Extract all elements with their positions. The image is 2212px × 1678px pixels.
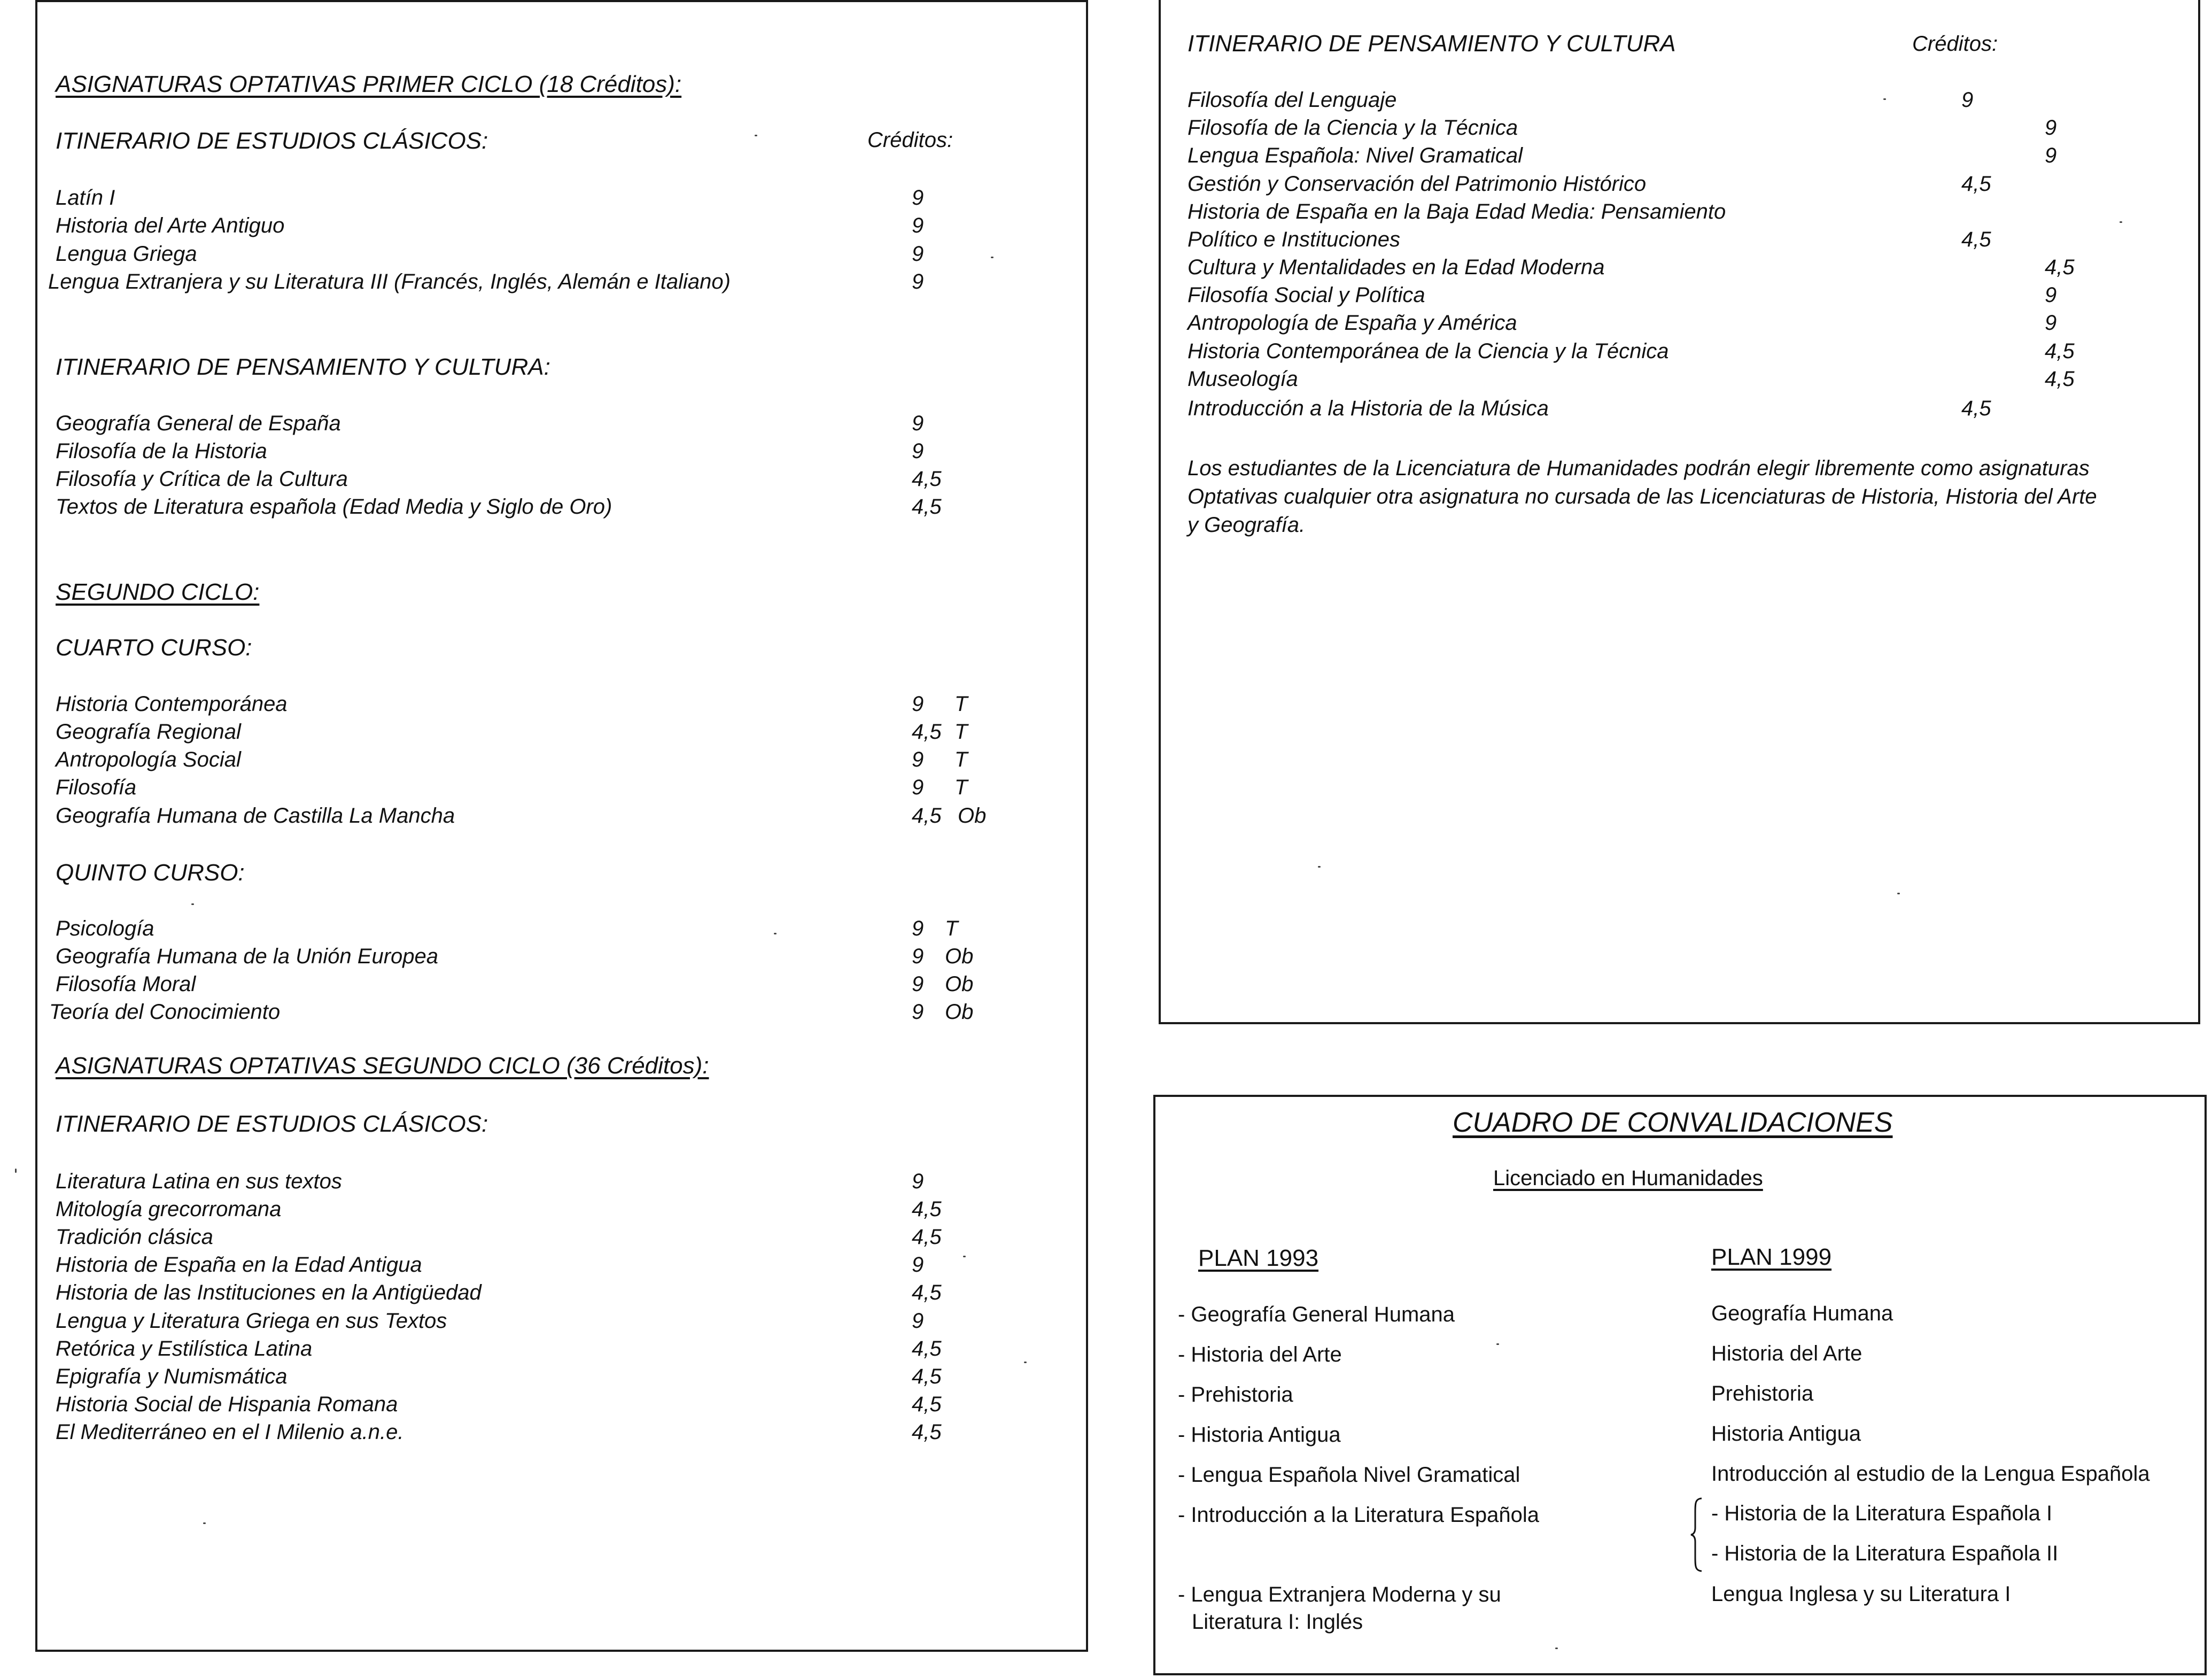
plan-1993-label: PLAN 1993 [1198, 1245, 1319, 1271]
plan-1999-item: Historia Antigua [1711, 1422, 1861, 1445]
list-item: Geografía Humana de la Unión Europea [56, 945, 439, 968]
list-item: Filosofía Moral [56, 972, 196, 996]
scan-speck [1318, 866, 1321, 868]
creditos-label: Créditos: [1912, 32, 1998, 56]
list-item: Historia Social de Hispania Romana [56, 1393, 398, 1416]
humanidades-note: Los estudiantes de la Licenciatura de Humanidades podrán elegir libremente como asignaturas Optativas cualquier otra asignatura no cursada de las Licenciaturas de Historia, Historia del Arte y Geografía. [1188, 457, 2097, 537]
type-value: Ob [958, 804, 987, 828]
creditos-label: Créditos: [867, 128, 953, 152]
credit-value: 9 [912, 270, 924, 293]
scan-speck [2120, 221, 2122, 223]
credit-value: 9 [912, 439, 924, 463]
type-value: T [954, 720, 968, 744]
scan-speck [1897, 893, 1900, 894]
plan-1993-item: - Lengua Española Nivel Gramatical [1178, 1463, 1520, 1487]
credit-value: 9 [912, 776, 924, 799]
credit-value: 9 [2045, 311, 2057, 335]
credit-value: 9 [912, 917, 924, 940]
credit-value: 9 [912, 972, 924, 996]
plan-1999-item: - Historia de la Literatura Española II [1711, 1542, 2059, 1565]
optativas-segundo-title: ASIGNATURAS OPTATIVAS SEGUNDO CICLO (36 Créditos): [56, 1053, 709, 1079]
type-value: Ob [945, 972, 974, 996]
plan-1993-item: - Historia Antigua [1178, 1423, 1341, 1447]
credit-value: 4,5 [912, 1420, 942, 1444]
quinto-curso-heading: QUINTO CURSO: [56, 860, 245, 886]
plan-1999-item: Lengua Inglesa y su Literatura I [1711, 1582, 2011, 1606]
scan-speck [1496, 1343, 1499, 1345]
credit-value: 4,5 [1961, 172, 1991, 196]
list-item: Retórica y Estilística Latina [56, 1337, 313, 1360]
credit-value: 4,5 [912, 1197, 942, 1221]
credit-value: 4,5 [912, 1281, 942, 1304]
credit-value: 4,5 [2045, 339, 2075, 363]
list-item: Filosofía de la Historia [56, 439, 267, 463]
list-item: Cultura y Mentalidades en la Edad Moderna [1188, 256, 1605, 279]
curly-brace-icon [1690, 1497, 1704, 1573]
credit-value: 9 [912, 1253, 924, 1277]
convalidaciones-title: CUADRO DE CONVALIDACIONES [1453, 1107, 1893, 1138]
plan-1999-item: Prehistoria [1711, 1382, 1814, 1405]
credit-value: 9 [912, 412, 924, 435]
credit-value: 9 [912, 945, 924, 968]
scan-speck [991, 257, 994, 258]
scan-speck [1555, 1648, 1558, 1649]
type-value: T [954, 776, 968, 799]
credit-value: 9 [2045, 283, 2057, 307]
credit-value: 9 [912, 186, 924, 210]
credit-value: 4,5 [912, 804, 942, 828]
credit-value: 9 [912, 692, 924, 716]
plan-1993-item: - Introducción a la Literatura Española [1178, 1503, 1539, 1527]
scan-speck [774, 933, 777, 934]
plan-1993-item: Literatura I: Inglés [1192, 1610, 1363, 1634]
credit-value: 4,5 [1961, 228, 1991, 251]
segundo-ciclo-title: SEGUNDO CICLO: [56, 579, 260, 605]
list-item: Geografía General de España [56, 412, 341, 435]
credit-value: 9 [1961, 88, 1974, 112]
clasicos-heading: ITINERARIO DE ESTUDIOS CLÁSICOS: [56, 128, 488, 154]
type-value: T [954, 748, 968, 771]
scan-speck [755, 135, 757, 136]
list-item: Filosofía del Lenguaje [1188, 88, 1397, 112]
credit-value: 4,5 [912, 1365, 942, 1388]
plan-1999-item: Introducción al estudio de la Lengua Española [1711, 1462, 2150, 1486]
credit-value: 4,5 [912, 495, 942, 519]
list-item: Político e Instituciones [1188, 228, 1400, 251]
plan-1999-item: Historia del Arte [1711, 1342, 1862, 1365]
scan-speck [191, 903, 194, 905]
credit-value: 4,5 [912, 1393, 942, 1416]
credit-value: 4,5 [1961, 397, 1991, 420]
list-item: Tradición clásica [56, 1225, 213, 1249]
list-item: Filosofía Social y Política [1188, 283, 1425, 307]
credit-value: 9 [912, 1309, 924, 1333]
plan-1993-item: - Geografía General Humana [1178, 1303, 1455, 1326]
credit-value: 9 [912, 1000, 924, 1024]
plan-1993-item: - Prehistoria [1178, 1383, 1293, 1406]
list-item: Psicología [56, 917, 154, 940]
list-item: Geografía Humana de Castilla La Mancha [56, 804, 455, 828]
credit-value: 9 [912, 214, 924, 237]
list-item: Epigrafía y Numismática [56, 1365, 288, 1388]
list-item: Lengua Griega [56, 242, 197, 266]
list-item: Filosofía [56, 776, 137, 799]
scan-speck [1883, 98, 1886, 100]
credit-value: 9 [2045, 116, 2057, 140]
list-item: Filosofía de la Ciencia y la Técnica [1188, 116, 1518, 140]
type-value: Ob [945, 1000, 974, 1024]
list-item: Filosofía y Crítica de la Cultura [56, 467, 348, 491]
list-item: Literatura Latina en sus textos [56, 1170, 342, 1193]
list-item: Teoría del Conocimiento [49, 1000, 281, 1024]
optativas-primer-title: ASIGNATURAS OPTATIVAS PRIMER CICLO (18 Créditos): [56, 71, 682, 97]
scan-speck [963, 1256, 966, 1257]
type-value: Ob [945, 945, 974, 968]
type-value: T [945, 917, 958, 940]
list-item: Gestión y Conservación del Patrimonio Histórico [1188, 172, 1647, 196]
list-item: Historia del Arte Antiguo [56, 214, 285, 237]
cuarto-curso-heading: CUARTO CURSO: [56, 635, 252, 661]
list-item: Antropología Social [56, 748, 241, 771]
list-item: Geografía Regional [56, 720, 241, 744]
type-value: T [954, 692, 968, 716]
plan-1993-item: - Historia del Arte [1178, 1343, 1342, 1366]
credit-value: 4,5 [912, 467, 942, 491]
scan-speck [1024, 1362, 1027, 1363]
list-item: Historia de las Instituciones en la Antigüedad [56, 1281, 482, 1304]
plan-1999-item: Geografía Humana [1711, 1302, 1893, 1325]
list-item: Historia Contemporánea de la Ciencia y la Técnica [1188, 339, 1669, 363]
credit-value: 9 [912, 748, 924, 771]
list-item: Lengua Extranjera y su Literatura III (Francés, Inglés, Alemán e Italiano) [48, 270, 731, 293]
list-item: Mitología grecorromana [56, 1197, 282, 1221]
credit-value: 4,5 [2045, 367, 2075, 391]
scan-speck [15, 1169, 17, 1173]
credit-value: 4,5 [912, 1337, 942, 1360]
list-item: Historia de España en la Edad Antigua [56, 1253, 422, 1277]
scan-speck [203, 1522, 206, 1524]
list-item: Textos de Literatura española (Edad Media y Siglo de Oro) [56, 495, 612, 519]
credit-value: 4,5 [912, 1225, 942, 1249]
list-item: Latín I [56, 186, 115, 210]
plan-1999-label: PLAN 1999 [1711, 1244, 1832, 1270]
credit-value: 9 [912, 1170, 924, 1193]
list-item: Museología [1188, 367, 1298, 391]
list-item: Introducción a la Historia de la Música [1188, 397, 1549, 420]
list-item: El Mediterráneo en el I Milenio a.n.e. [56, 1420, 404, 1444]
credit-value: 4,5 [912, 720, 942, 744]
list-item: Historia Contemporánea [56, 692, 288, 716]
convalidaciones-subtitle: Licenciado en Humanidades [1493, 1166, 1763, 1190]
list-item: Antropología de España y América [1188, 311, 1517, 335]
credit-value: 4,5 [2045, 256, 2075, 279]
plan-1999-item: - Historia de la Literatura Española I [1711, 1502, 2053, 1525]
list-item: Lengua y Literatura Griega en sus Textos [56, 1309, 447, 1333]
clasicos2-heading: ITINERARIO DE ESTUDIOS CLÁSICOS: [56, 1111, 488, 1137]
pensamiento-heading: ITINERARIO DE PENSAMIENTO Y CULTURA: [56, 354, 550, 380]
pensamiento-cultura-heading: ITINERARIO DE PENSAMIENTO Y CULTURA [1188, 30, 1676, 57]
list-item: Lengua Española: Nivel Gramatical [1188, 144, 1523, 167]
credit-value: 9 [2045, 144, 2057, 167]
list-item: Historia de España en la Baja Edad Media: Pensamiento [1188, 200, 1726, 223]
plan-1993-item: - Lengua Extranjera Moderna y su [1178, 1583, 1501, 1606]
credit-value: 9 [912, 242, 924, 266]
